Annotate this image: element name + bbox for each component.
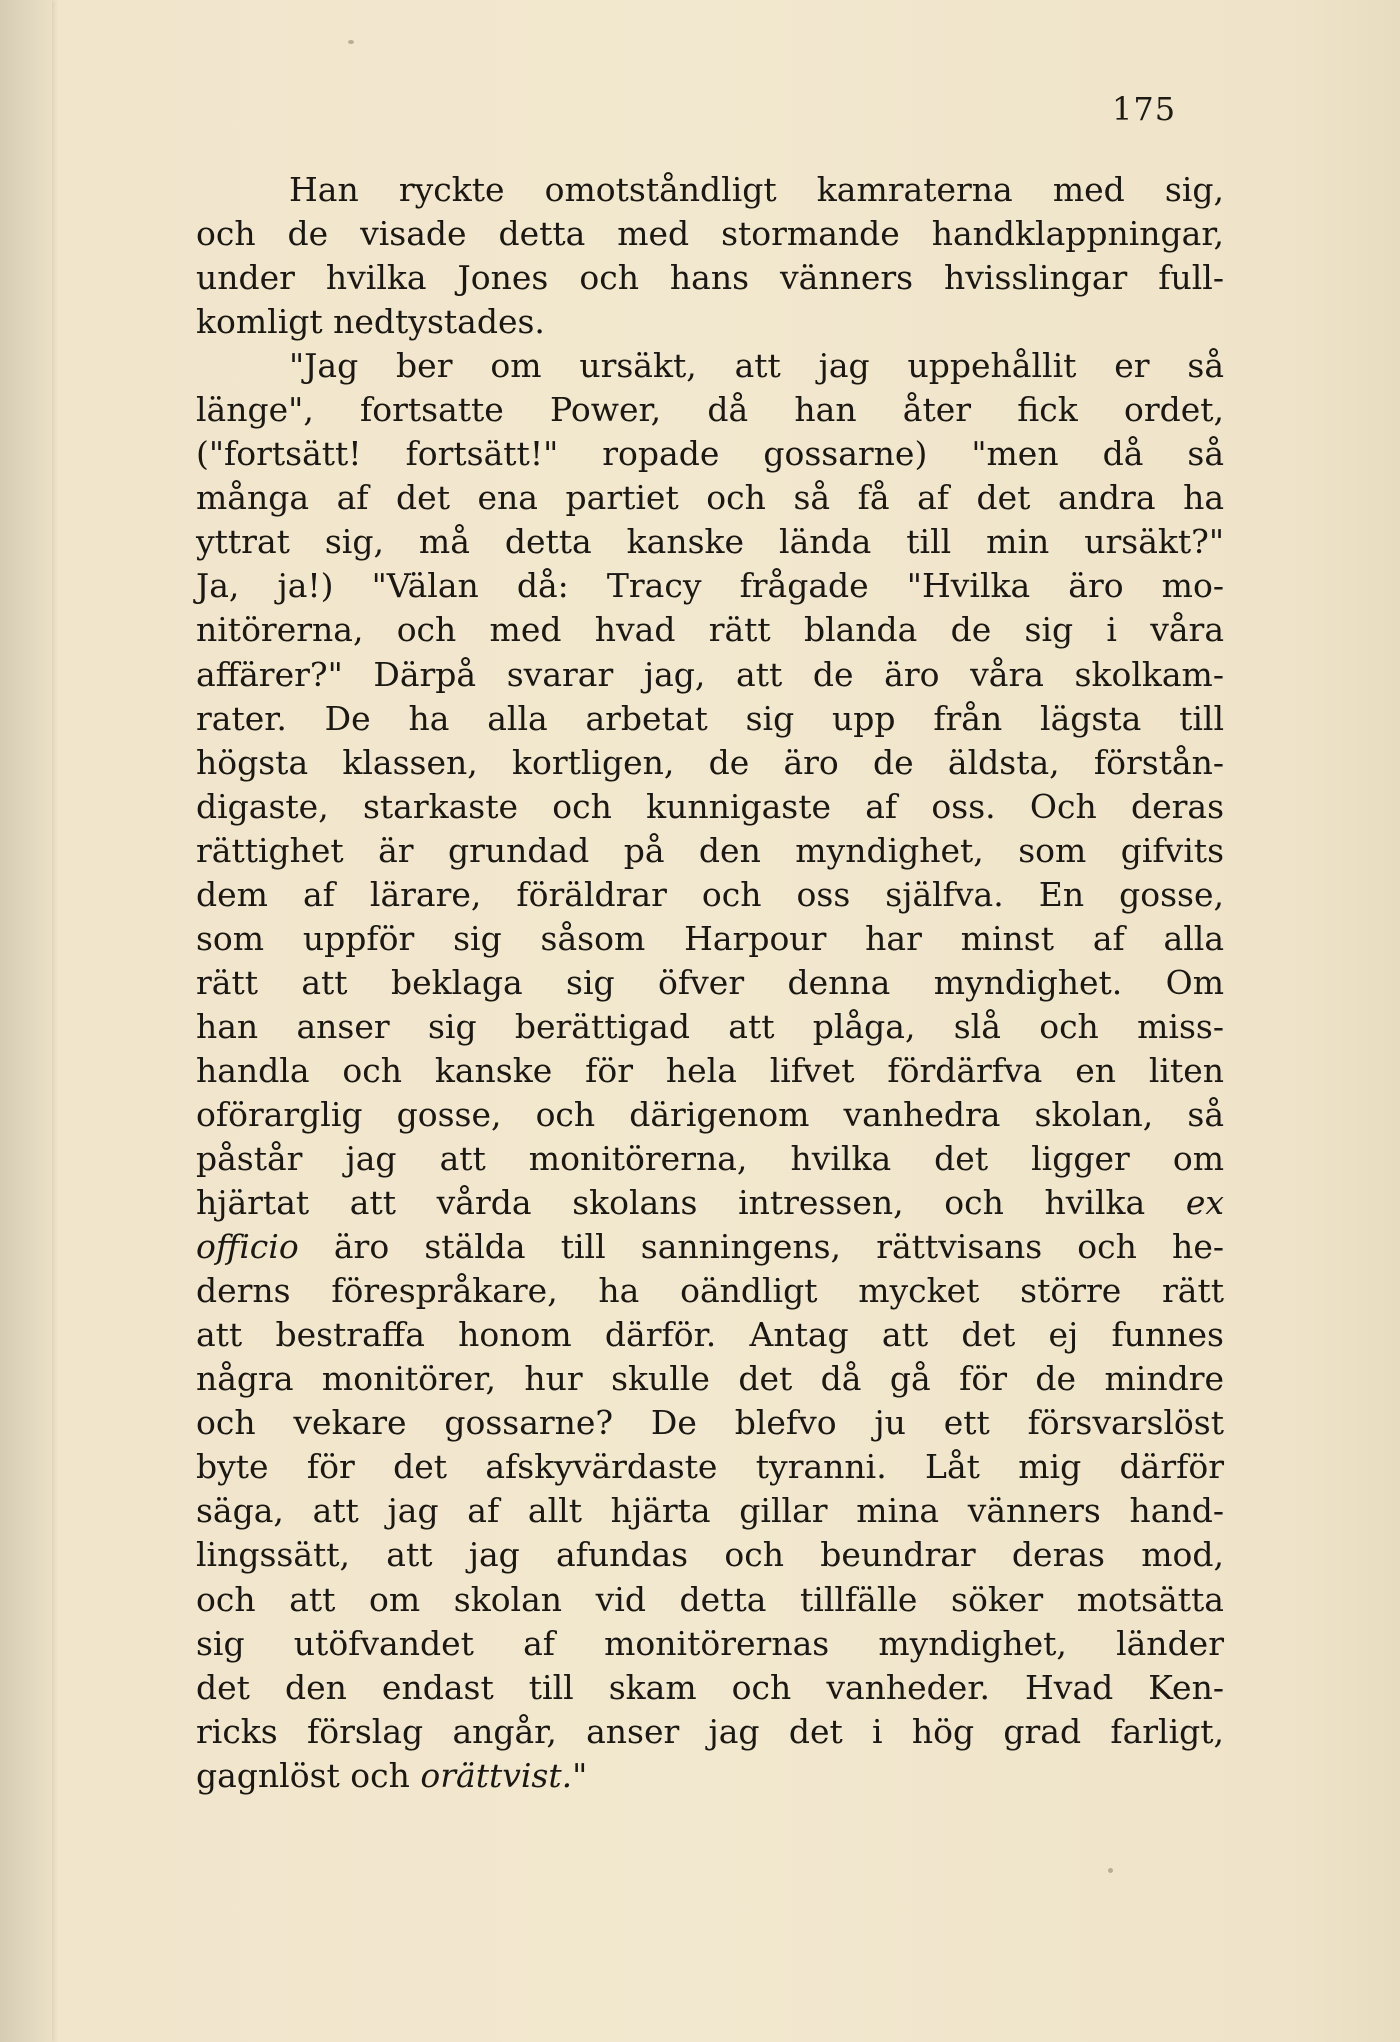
text-line: högsta klassen, kortligen, de äro de äldsta, förstån-	[196, 742, 1224, 782]
text-line: handla och kanske för hela lifvet fördärfva en liten	[196, 1050, 1224, 1090]
text-line	[196, 1754, 1224, 1798]
text-line: digaste, starkaste och kunnigaste af oss. Och deras	[196, 786, 1224, 826]
text-line: "Jag ber om ursäkt, att jag uppehållit er så	[289, 346, 1224, 386]
text-segment: gagnlöst och	[196, 1755, 421, 1795]
text-line: byte för det afskyvärdaste tyranni. Låt mig därför	[196, 1447, 1224, 1487]
text-line: ("fortsätt! fortsätt!" ropade gossarne) "men då så	[196, 434, 1224, 474]
text-segment: äro stälda till sanningens, rättvisans och he-	[298, 1227, 1224, 1267]
text-line: ricks förslag angår, anser jag det i hög grad farligt,	[196, 1711, 1224, 1751]
italic-text: orättvist.	[420, 1755, 573, 1795]
text-line	[196, 1225, 1224, 1269]
text-line: som uppför sig såsom Harpour har minst af alla	[196, 918, 1224, 958]
paper-speck	[1108, 1868, 1113, 1873]
text-line: och de visade detta med stormande handklappningar,	[196, 214, 1224, 254]
text-line: många af det ena partiet och så få af det andra ha	[196, 478, 1224, 518]
body-text	[196, 168, 1224, 1798]
text-line: rätt att beklaga sig öfver denna myndighet. Om	[196, 962, 1224, 1002]
text-line: länge", fortsatte Power, då han åter fick ordet,	[196, 390, 1224, 430]
text-line: att bestraffa honom därför. Antag att det ej funnes	[196, 1315, 1224, 1355]
text-line: oförarglig gosse, och därigenom vanhedra skolan, så	[196, 1094, 1224, 1134]
binding-edge	[0, 0, 52, 2042]
text-line: under hvilka Jones och hans vänners hvisslingar full-	[196, 258, 1224, 298]
text-line: säga, att jag af allt hjärta gillar mina vänners hand-	[196, 1491, 1224, 1531]
text-segment: hjärtat att vårda skolans intressen, och hvilka	[196, 1183, 1186, 1223]
text-line: och att om skolan vid detta tillfälle söker motsätta	[196, 1579, 1224, 1619]
italic-text: ex	[1185, 1183, 1224, 1223]
text-segment: "	[572, 1755, 588, 1795]
text-line: han anser sig berättigad att plåga, slå och miss-	[196, 1006, 1224, 1046]
text-line: och vekare gossarne? De blefvo ju ett försvarslöst	[196, 1403, 1224, 1443]
text-line: rater. De ha alla arbetat sig upp från lägsta till	[196, 698, 1224, 738]
text-line: det den endast till skam och vanheder. Hvad Ken-	[196, 1667, 1224, 1707]
text-line: Han ryckte omotståndligt kamraterna med sig,	[289, 170, 1224, 209]
text-line: dem af lärare, föräldrar och oss själfva. En gosse,	[196, 874, 1224, 914]
text-line: sig utöfvandet af monitörernas myndighet, länder	[196, 1623, 1224, 1663]
text-line	[196, 1181, 1224, 1225]
text-line: komligt nedtystades.	[196, 302, 545, 342]
text-line: påstår jag att monitörerna, hvilka det ligger om	[196, 1139, 1224, 1179]
text-line: Ja, ja!) "Välan då: Tracy frågade "Hvilka äro mo-	[196, 566, 1224, 606]
italic-text: officio	[196, 1227, 299, 1267]
paper-speck	[348, 40, 354, 44]
text-line: yttrat sig, må detta kanske lända till min ursäkt?"	[196, 522, 1224, 562]
text-line: rättighet är grundad på den myndighet, som gifvits	[196, 830, 1224, 870]
text-line: affärer?" Därpå svarar jag, att de äro våra skolkam-	[196, 654, 1224, 694]
text-line: derns förespråkare, ha oändligt mycket större rätt	[196, 1271, 1224, 1311]
text-line: några monitörer, hur skulle det då gå för de mindre	[196, 1359, 1224, 1399]
text-line: nitörerna, och med hvad rätt blanda de sig i våra	[196, 610, 1224, 650]
page-number: 175	[1112, 90, 1177, 128]
text-line: lingssätt, att jag afundas och beundrar deras mod,	[196, 1535, 1224, 1575]
